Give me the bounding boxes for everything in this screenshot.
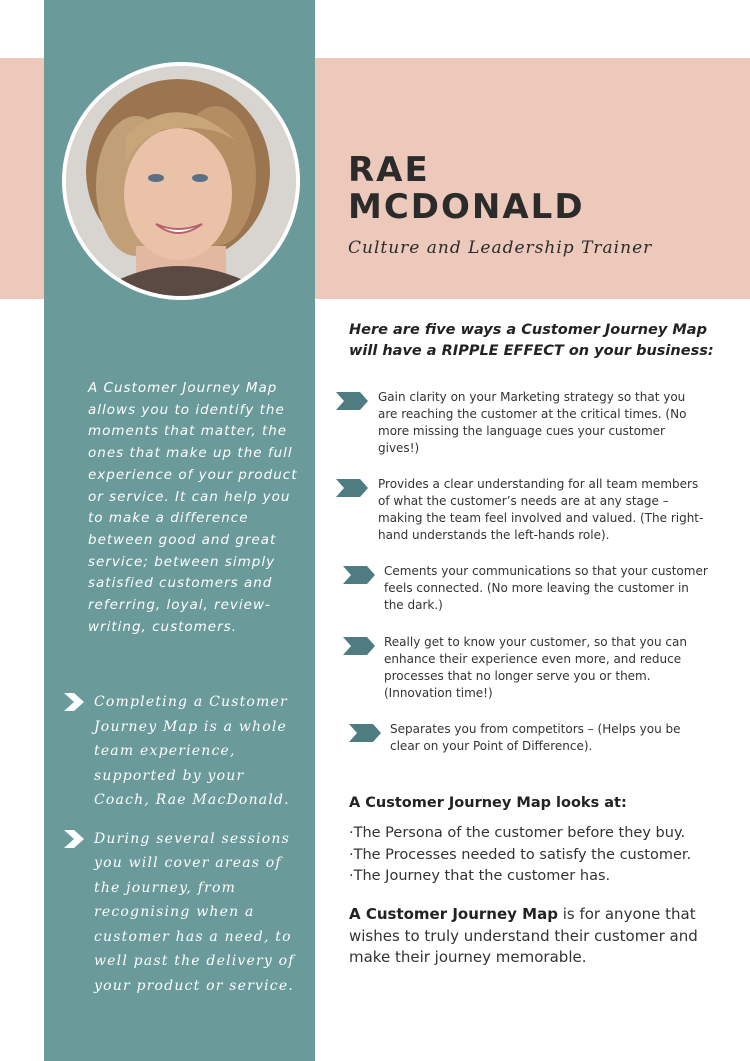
chevron-right-icon	[64, 693, 86, 711]
arrow-chevron-icon	[343, 566, 375, 584]
arrow-chevron-icon	[349, 724, 381, 742]
left-bullet-text: During several sessions you will cover areas of the journey, from recognising when a customer has a need, to well past the delivery of your product or service.	[94, 830, 295, 994]
benefit-text: Cements your communications so that your customer feels connected. (No more leaving the customer in the dark.)	[384, 564, 708, 612]
benefit-text: Separates you from competitors – (Helps you be clear on your Point of Difference).	[390, 722, 681, 753]
portrait-photo	[62, 62, 300, 300]
closing-emphasis: A Customer Journey Map	[349, 905, 558, 923]
looks-at-list	[349, 823, 729, 888]
looks-at-item: ·The Processes needed to satisfy the customer.	[349, 846, 692, 863]
name-block	[348, 152, 728, 258]
arrow-chevron-icon	[336, 479, 368, 497]
left-bullet-item	[64, 690, 304, 813]
closing-text: is for anyone that wishes to truly understand their customer and make their journey memorable.	[349, 905, 698, 966]
benefit-text: Provides a clear understanding for all team members of what the customer’s needs are at any stage – making the team feel involved and valued. (The right-hand understands the left-hands role).	[378, 477, 704, 542]
chevron-right-icon	[64, 830, 86, 848]
left-bullet-list	[64, 690, 304, 1012]
left-bullet-item	[64, 827, 304, 999]
benefit-item	[336, 389, 708, 457]
person-name-line2: MCDONALD	[348, 187, 585, 227]
benefit-item	[349, 721, 708, 755]
left-bullet-text: Completing a Customer Journey Map is a whole team experience, supported by your Coach, Rae MacDonald.	[94, 694, 290, 808]
benefit-text: Really get to know your customer, so that you can enhance their experience even more, and reduce processes that no longer serve you or them. (Innovation time!)	[384, 635, 687, 700]
intro-paragraph: A Customer Journey Map allows you to identify the moments that matter, the ones that make up the full experience of your product or service. It can help you to make a difference between good and great service; between simply satisfied customers and referring, loyal, review-writing, customers.	[88, 380, 298, 635]
benefits-headline: Here are five ways a Customer Journey Map will have a RIPPLE EFFECT on your business:	[349, 322, 714, 359]
portrait-illustration	[66, 66, 296, 296]
looks-at-heading: A Customer Journey Map looks at:	[349, 795, 627, 811]
benefit-item	[343, 634, 708, 702]
arrow-chevron-icon	[336, 392, 368, 410]
looks-at-item: ·The Journey that the customer has.	[349, 868, 611, 884]
person-name-line1: RAE	[348, 150, 430, 190]
looks-at-item: ·The Persona of the customer before they buy.	[349, 825, 686, 841]
arrow-chevron-icon	[343, 637, 375, 655]
benefit-item	[343, 563, 708, 614]
closing-paragraph	[349, 904, 719, 969]
person-title: Culture and Leadership Trainer	[348, 238, 653, 258]
benefit-text: Gain clarity on your Marketing strategy so that you are reaching the customer at the critical times. (No more missing the language cues your customer gives!)	[378, 390, 687, 455]
benefit-item	[336, 476, 708, 544]
